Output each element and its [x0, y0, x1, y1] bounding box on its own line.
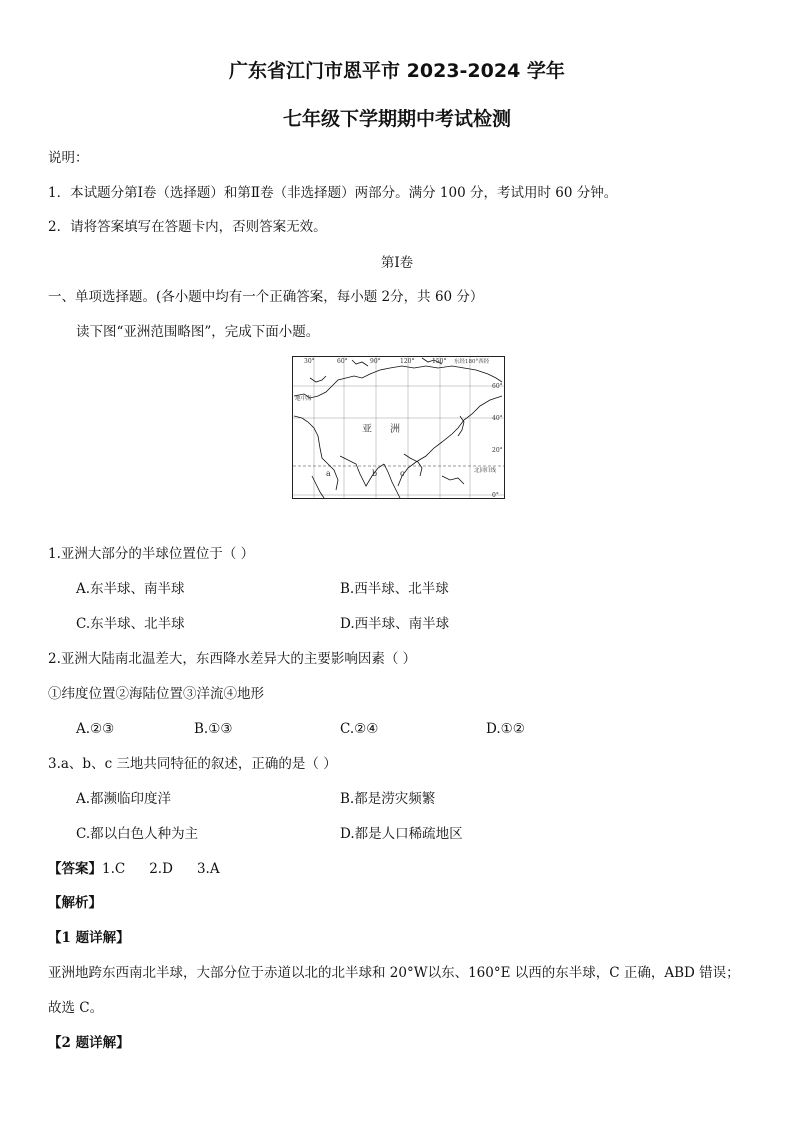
volume-heading: 第Ⅰ卷: [380, 255, 414, 271]
question-1-option-c[interactable]: C.东半球、北半球: [76, 616, 185, 632]
lat-label-3: 20°: [492, 447, 503, 454]
intro-note-2: 2．请将答案填写在答题卡内，否则答案无效。: [48, 219, 327, 235]
left-label: 地中海: [295, 396, 312, 402]
question-2-option-d[interactable]: D.①②: [486, 721, 525, 737]
question-3-option-c[interactable]: C.都以白色人种为主: [76, 826, 199, 842]
lon-label-2: 60°: [337, 358, 348, 365]
point-c: c: [400, 469, 405, 478]
lon-label-3: 90°: [370, 358, 381, 365]
point-b: b: [372, 469, 378, 478]
analysis-q2-label: 【2 题详解】: [48, 1035, 130, 1051]
lon-label-1: 30°: [304, 358, 315, 365]
page-title: 广东省江门市恩平市 2023-2024 学年: [229, 60, 565, 82]
question-2-option-c[interactable]: C.②④: [340, 721, 379, 737]
question-2-sub: ①纬度位置②海陆位置③洋流④地形: [48, 686, 264, 702]
question-1-stem: 1.亚洲大部分的半球位置位于（ ）: [48, 546, 255, 562]
question-2-option-b[interactable]: B.①③: [194, 721, 233, 737]
lon-label-6: 东经180°西经: [454, 359, 490, 365]
section-heading: 一、单项选择题。(各小题中均有一个正确答案，每小题 2分，共 60 分）: [48, 289, 484, 305]
asia-map: [292, 356, 505, 499]
answer-label: 【答案】: [48, 861, 102, 877]
question-3-option-d[interactable]: D.都是人口稀疏地区: [340, 826, 463, 842]
analysis-label: 【解析】: [48, 895, 102, 911]
lat-label-2: 40°: [492, 415, 503, 422]
region-label-ya: 亚: [362, 424, 372, 435]
tropic-label: 北回归线: [474, 468, 497, 474]
question-2-stem: 2.亚洲大陆南北温差大，东西降水差异大的主要影响因素（ ）: [48, 651, 417, 667]
question-3-option-b[interactable]: B.都是涝灾频繁: [340, 791, 436, 807]
question-1-option-d[interactable]: D.西半球、南半球: [340, 616, 450, 632]
page-subtitle: 七年级下学期期中考试检测: [282, 108, 511, 130]
region-label-zhou: 洲: [390, 424, 400, 435]
analysis-q1-text-1: 亚洲地跨东西南北半球，大部分位于赤道以北的北半球和 20°W以东、160°E 以西的东半球，C 正确，ABD 错误；: [48, 965, 740, 981]
lon-label-4: 120°: [400, 358, 415, 365]
question-1-option-a[interactable]: A.东半球、南半球: [76, 581, 185, 597]
lat-label-4: 0°: [492, 492, 499, 499]
analysis-q1-text-2: 故选 C。: [48, 1000, 104, 1016]
point-a: a: [326, 469, 331, 478]
answer-item-2: 2.D: [149, 861, 173, 877]
intro-label: 说明：: [48, 150, 89, 166]
answer-item-1: 1.C: [102, 861, 126, 877]
question-1-option-b[interactable]: B.西半球、北半球: [340, 581, 449, 597]
analysis-q1-label: 【1 题详解】: [48, 930, 130, 946]
question-2-option-a[interactable]: A.②③: [76, 721, 115, 737]
intro-note-1: 1．本试题分第Ⅰ卷（选择题）和第Ⅱ卷（非选择题）两部分。满分 100 分，考试用时 60 分钟。: [48, 185, 618, 201]
question-3-option-a[interactable]: A.都濒临印度洋: [76, 791, 172, 807]
asia-map-figure: [292, 356, 505, 499]
lat-label-1: 60°: [492, 383, 503, 390]
section-lead: 读下图“亚洲范围略图”，完成下面小题。: [76, 324, 320, 340]
lon-label-5: 150°: [432, 358, 447, 365]
question-3-stem: 3.a、b、c 三地共同特征的叙述，正确的是（ ）: [48, 756, 337, 772]
answer-item-3: 3.A: [196, 861, 220, 877]
answer-line: [48, 863, 220, 877]
